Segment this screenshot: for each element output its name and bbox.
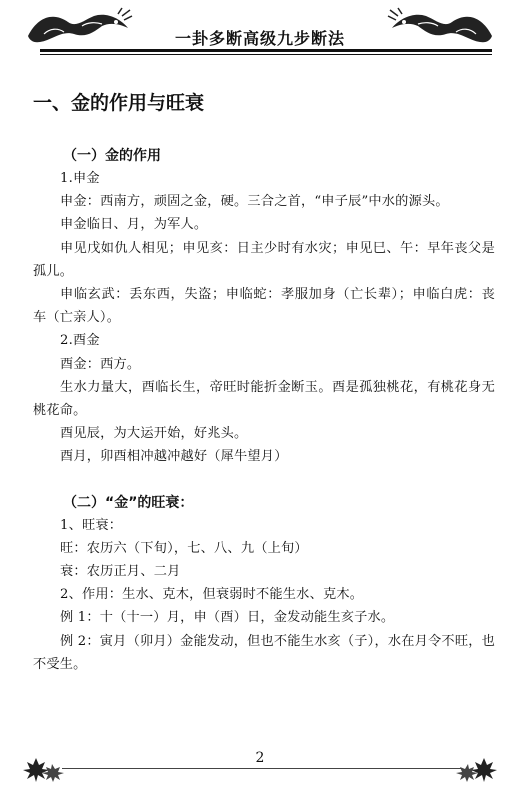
- paragraph: 例 1：十（十一）月，申（酉）日，金发动能生亥子水。: [60, 610, 395, 626]
- paragraph: 申金临日、月，为军人。: [60, 217, 208, 233]
- section-heading: 一、金的作用与旺衰: [33, 92, 205, 114]
- maple-leaf-ornament-right-icon: [448, 754, 498, 784]
- paragraph: 生水力量大，酉临长生，帝旺时能折金断玉。酉是孤独桃花，有桃花身无桃花命。: [33, 379, 495, 419]
- paragraph: 例 2：寅月（卯月）金能发动，但也不能生水亥（子），水在月令不旺，也不受生。: [33, 633, 495, 672]
- book-title: 一卦多断高级九步断法: [174, 29, 345, 48]
- paragraph: 酉金：西方。: [60, 356, 141, 372]
- paragraph: 申临玄武：丢东西，失盗；申临蛇：孝服加身（亡长辈）；申临白虎：丧车（亡亲人）。: [33, 287, 495, 326]
- page-number: 2: [255, 750, 265, 766]
- header-rule-thick: [40, 49, 492, 52]
- paragraph: 2、作用：生水、克木，但衰弱时不能生水、克木。: [60, 587, 364, 603]
- paragraph: 酉月，卯酉相冲越冲越好（犀牛望月）: [60, 449, 288, 465]
- page-content: [33, 88, 495, 676]
- page-footer: [0, 738, 520, 801]
- paragraph: 申金：西南方，顽固之金，硬。三合之首，“申子辰”中水的源头。: [60, 194, 449, 210]
- subsection-heading-strength: （二）“金”的旺衰：: [63, 494, 194, 511]
- paragraph: 酉见辰，为大运开始，好兆头。: [60, 426, 248, 442]
- header-rule-thin: [40, 54, 492, 55]
- footer-rule: [62, 768, 462, 769]
- paragraph: 旺：农历六（下旬），七、八、九（上旬）: [60, 540, 308, 556]
- paragraph: 申见戊如仇人相见；申见亥：日主少时有水灾；申见巳、午：早年丧父是孤儿。: [33, 240, 495, 279]
- paragraph: 衰：农历正月、二月: [60, 564, 181, 580]
- paragraph: 1.申金: [60, 171, 100, 186]
- paragraph: 1、旺衰：: [60, 517, 123, 533]
- page-header: [0, 0, 520, 62]
- subsection-heading-function: （一）金的作用: [63, 148, 161, 164]
- paragraph: 2.酉金: [60, 333, 100, 349]
